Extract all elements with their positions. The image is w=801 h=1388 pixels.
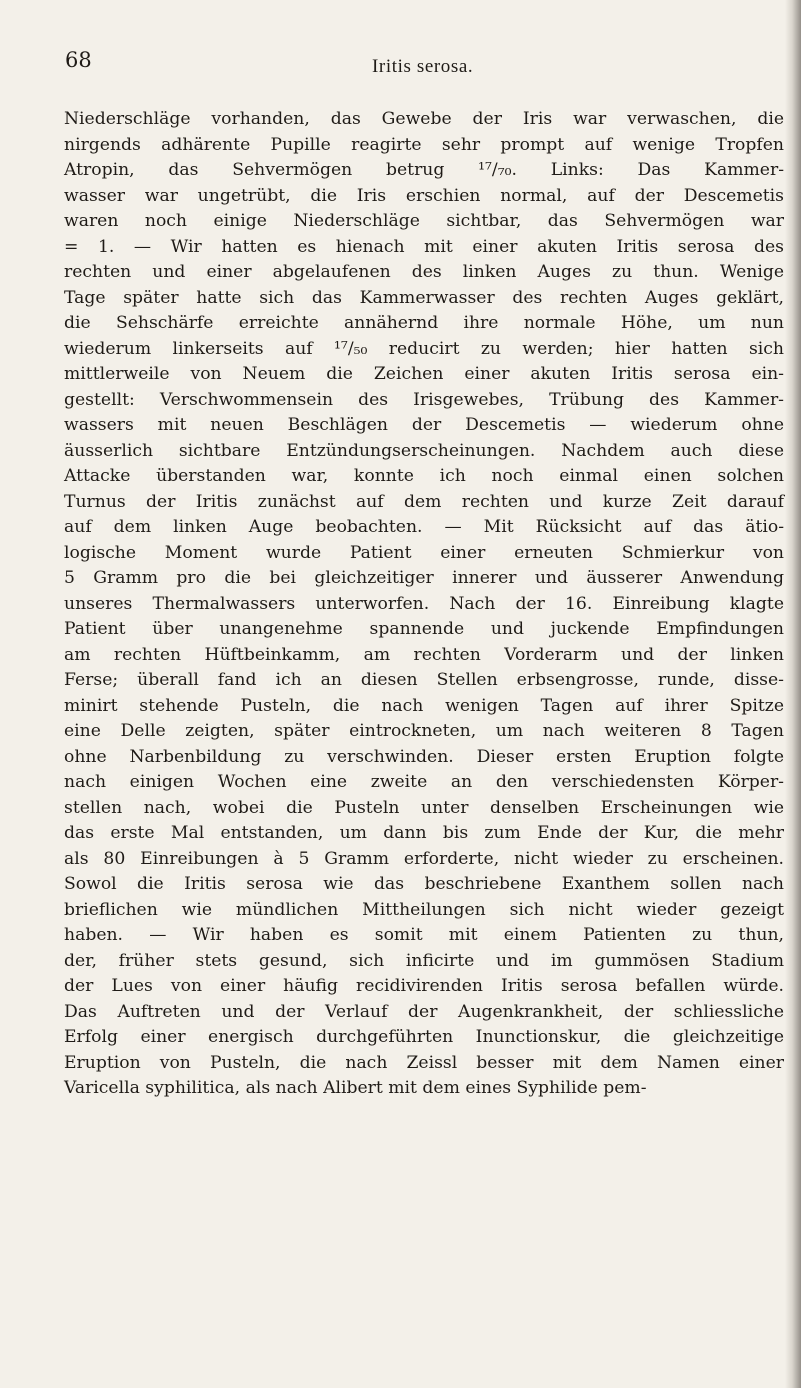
text-line: haben. — Wir haben es somit mit einem Patienten zu thun,: [64, 925, 784, 945]
text-line: auf dem linken Auge beobachten. — Mit Rücksicht auf das ätio-: [64, 517, 784, 537]
page-edge-shadow: [785, 0, 801, 1388]
text-line: Ferse; überall fand ich an diesen Stellen erbsengrosse, runde, disse-: [64, 670, 784, 690]
text-line: stellen nach, wobei die Pusteln unter denselben Erscheinungen wie: [64, 797, 784, 818]
text-line: äusserlich sichtbare Entzündungserscheinungen. Nachdem auch diese: [64, 440, 784, 461]
page-number: 68: [65, 48, 92, 72]
body-text: [64, 107, 784, 1102]
text-line: wassers mit neuen Beschlägen der Descemetis — wiederum ohne: [64, 415, 784, 435]
text-line: Das Auftreten und der Verlauf der Augenkrankheit, der schliessliche: [64, 1001, 784, 1022]
text-line: brieflichen wie mündlichen Mittheilungen sich nicht wieder gezeigt: [64, 899, 784, 920]
text-line: unseres Thermalwassers unterworfen. Nach der 16. Einreibung klagte: [64, 593, 784, 614]
text-line: Niederschläge vorhanden, das Gewebe der Iris war verwaschen, die: [64, 109, 784, 129]
text-line: Tage später hatte sich das Kammerwasser des rechten Auges geklärt,: [64, 287, 784, 308]
text-line: am rechten Hüftbeinkamm, am rechten Vorderarm und der linken: [64, 644, 784, 665]
text-line: rechten und einer abgelaufenen des linken Auges zu thun. Wenige: [64, 262, 784, 282]
text-line: der Lues von einer häufig recidivirenden Iritis serosa befallen würde.: [64, 976, 784, 996]
text-line: Turnus der Iritis zunächst auf dem rechten und kurze Zeit darauf: [64, 491, 784, 512]
text-line: = 1. — Wir hatten es hienach mit einer akuten Iritis serosa des: [64, 236, 784, 257]
text-line: das erste Mal entstanden, um dann bis zum Ende der Kur, die mehr: [64, 823, 784, 843]
text-line: Sowol die Iritis serosa wie das beschriebene Exanthem sollen nach: [64, 874, 784, 894]
text-line: gestellt: Verschwommensein des Irisgewebes, Trübung des Kammer-: [64, 389, 784, 410]
text-line: 5 Gramm pro die bei gleichzeitiger innerer und äusserer Anwendung: [64, 568, 784, 588]
text-line: nirgends adhärente Pupille reagirte sehr prompt auf wenige Tropfen: [64, 134, 784, 155]
text-line: die Sehschärfe erreichte annähernd ihre normale Höhe, um nun: [64, 313, 784, 333]
text-line: der, früher stets gesund, sich inficirte und im gummösen Stadium: [64, 950, 784, 971]
text-line: wiederum linkerseits auf ¹⁷/₅₀ reducirt zu werden; hier hatten sich: [64, 338, 784, 359]
text-line: ohne Narbenbildung zu verschwinden. Dieser ersten Eruption folgte: [64, 746, 784, 767]
text-line: Attacke überstanden war, konnte ich noch einmal einen solchen: [64, 466, 784, 486]
text-line: minirt stehende Pusteln, die nach wenigen Tagen auf ihrer Spitze: [64, 695, 784, 716]
text-line: wasser war ungetrübt, die Iris erschien normal, auf der Descemetis: [64, 185, 784, 206]
text-line: Eruption von Pusteln, die nach Zeissl besser mit dem Namen einer: [64, 1052, 784, 1073]
text-line: nach einigen Wochen eine zweite an den verschiedensten Körper-: [64, 772, 784, 792]
text-line: mittlerweile von Neuem die Zeichen einer akuten Iritis serosa ein-: [64, 364, 784, 384]
running-head: Iritis serosa.: [372, 56, 474, 77]
text-line: Erfolg einer energisch durchgeführten Inunctionskur, die gleichzeitige: [64, 1027, 784, 1047]
text-line: waren noch einige Niederschläge sichtbar, das Sehvermögen war: [64, 211, 784, 231]
text-line: Atropin, das Sehvermögen betrug ¹⁷/₇₀. Links: Das Kammer-: [64, 160, 784, 180]
text-line: eine Delle zeigten, später eintrockneten, um nach weiteren 8 Tagen: [64, 721, 784, 741]
text-line: Varicella syphilitica, als nach Alibert mit dem eines Syphilide pem-: [64, 1078, 647, 1098]
text-line: logische Moment wurde Patient einer erneuten Schmierkur von: [64, 542, 784, 563]
text-line: als 80 Einreibungen à 5 Gramm erforderte, nicht wieder zu erscheinen.: [64, 848, 784, 869]
text-line: Patient über unangenehme spannende und juckende Empfindungen: [64, 619, 784, 639]
